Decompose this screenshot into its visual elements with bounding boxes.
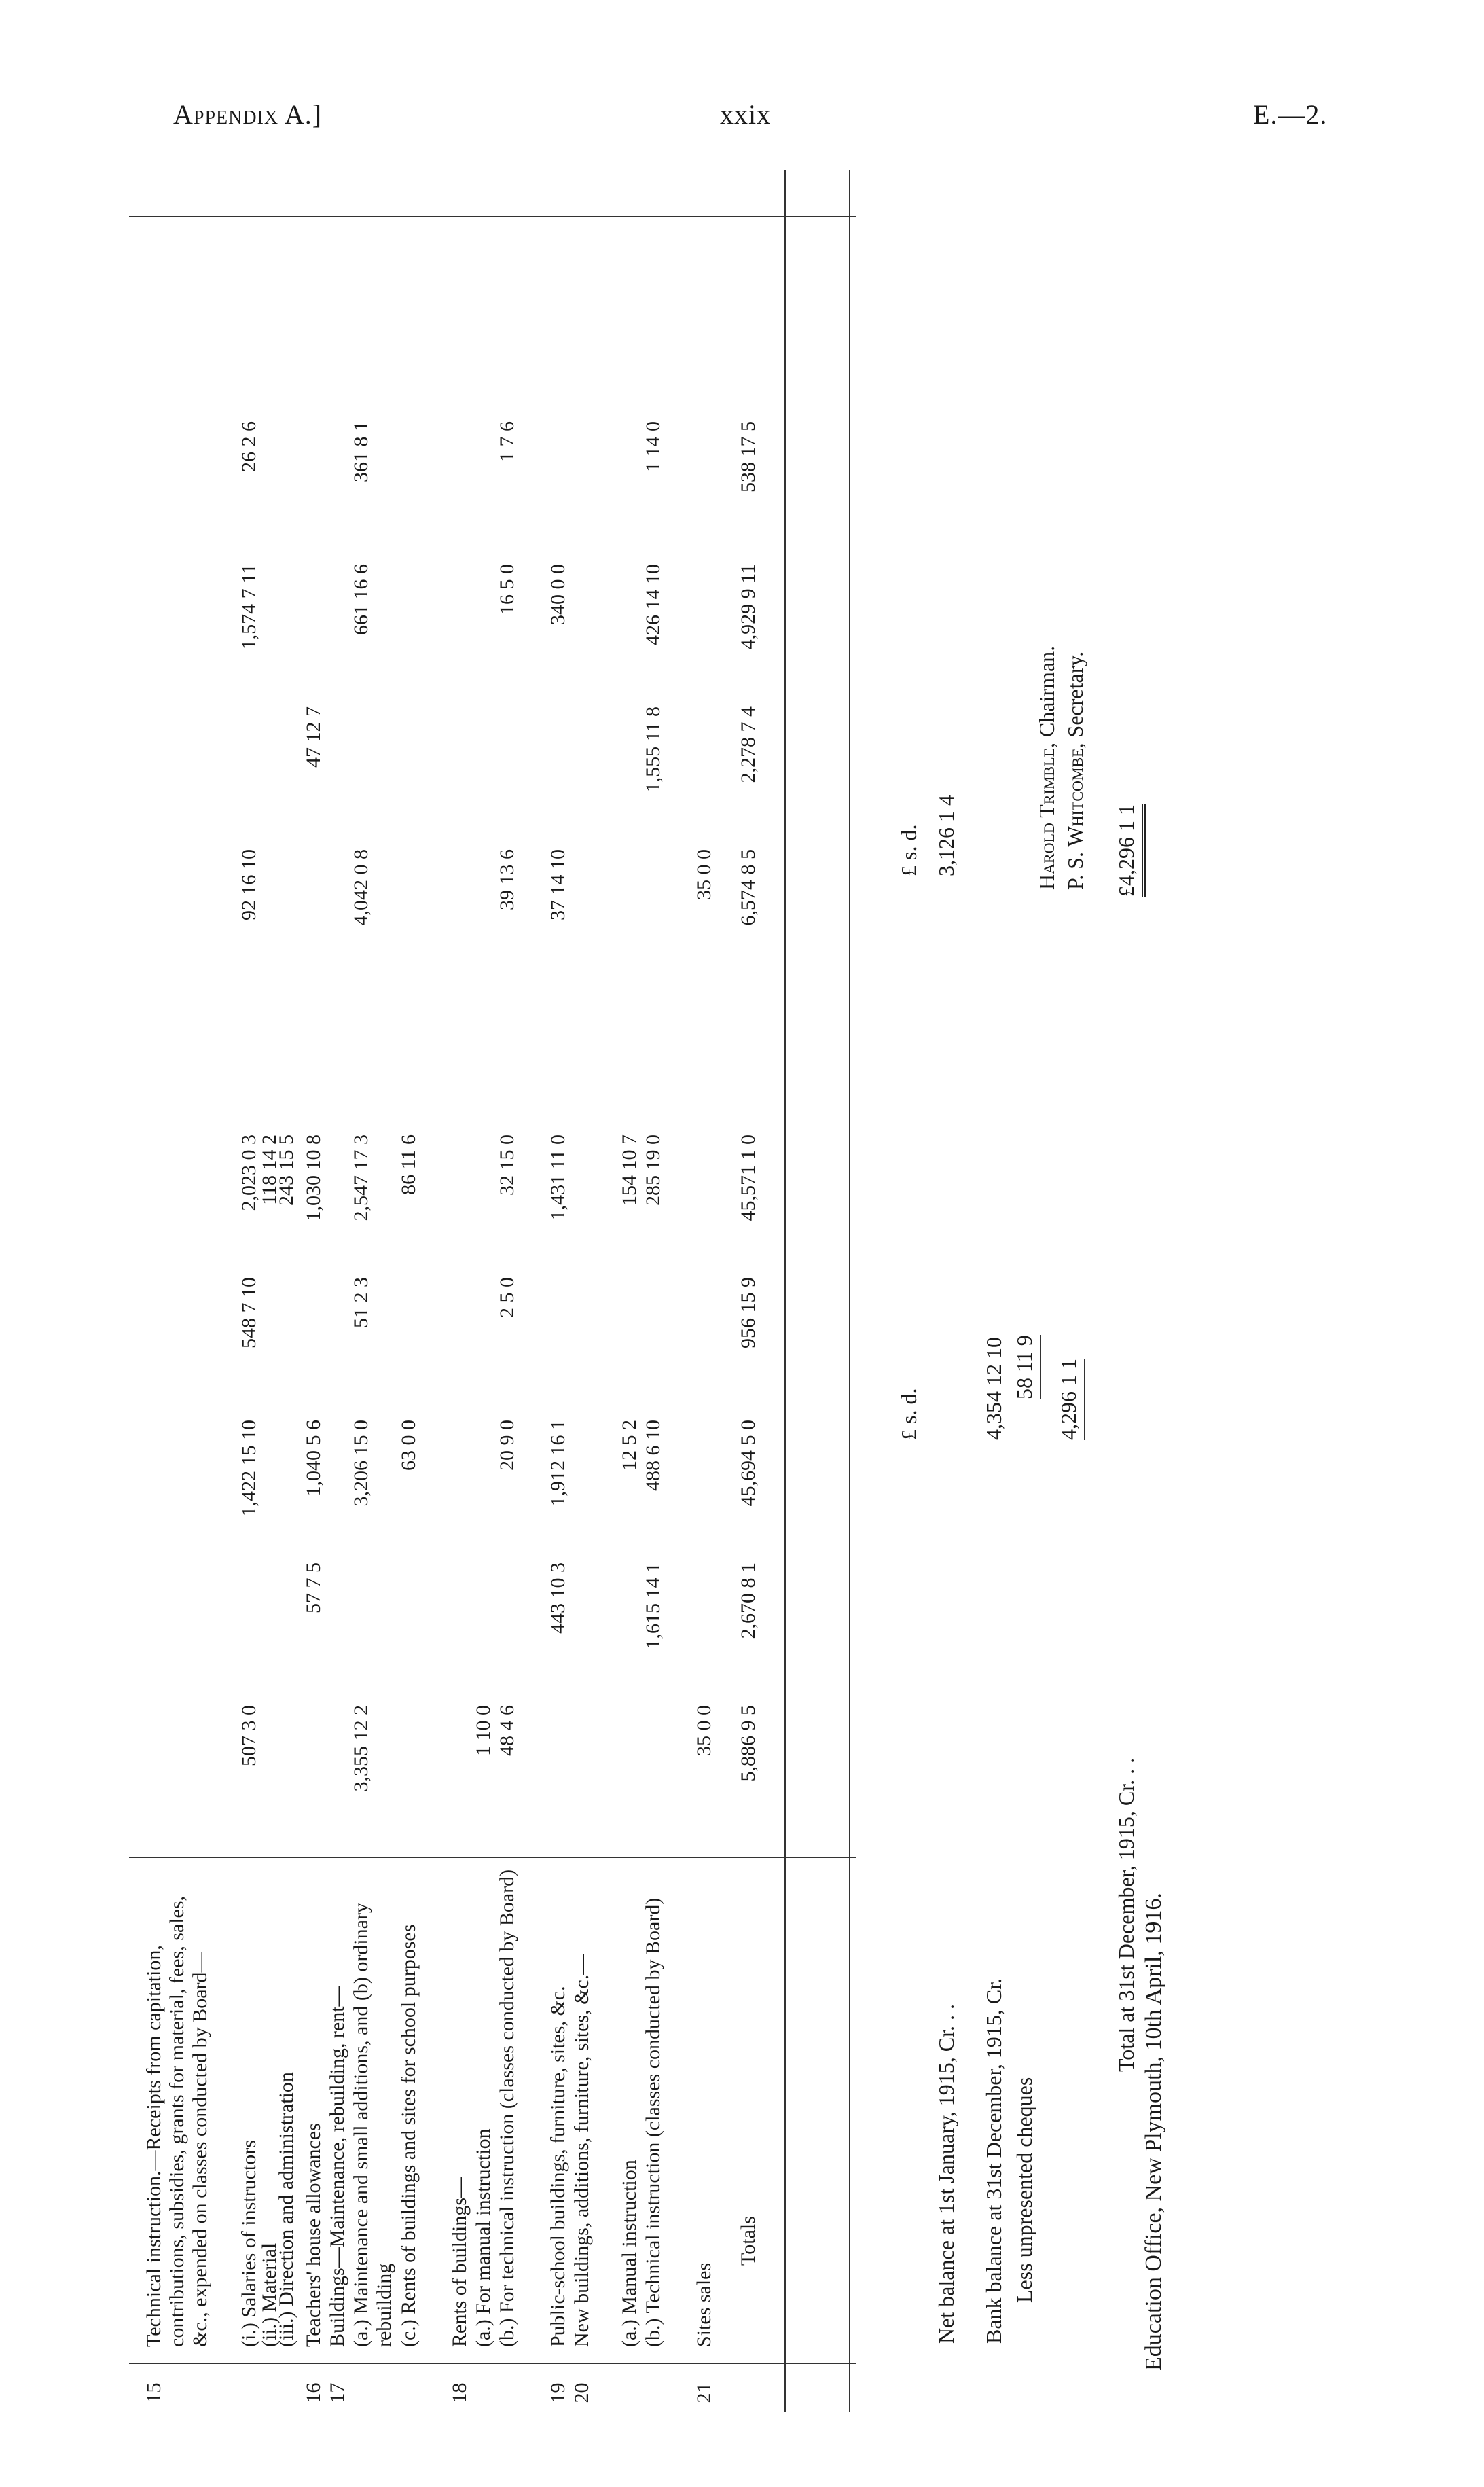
row-description: Totals <box>737 2216 759 2266</box>
amount-cell: 12 5 2 <box>618 1420 640 1471</box>
amount-cell: 1,912 16 1 <box>547 1420 569 1507</box>
money-header: £ s. d. <box>897 824 921 876</box>
chairman-name: Harold Trimble <box>1034 748 1059 890</box>
amount-cell: 1 14 0 <box>642 421 664 472</box>
amount-cell: 39 13 6 <box>496 849 518 910</box>
amount-cell: 57 7 5 <box>302 1562 325 1613</box>
header-left: Appendix A.] <box>173 99 323 130</box>
amount-cell: 26 2 6 <box>238 421 260 472</box>
amount-cell: 118 14 2 <box>258 1134 280 1205</box>
amount-cell: 3,206 15 0 <box>350 1420 372 1507</box>
row-description: (ii.) Material <box>258 2242 280 2347</box>
amount-cell: 2,023 0 3 <box>238 1134 260 1211</box>
amount-cell: 507 3 0 <box>238 1705 260 1766</box>
amount-cell: 47 12 7 <box>302 706 325 768</box>
amount-cell: 45,571 1 0 <box>737 1134 759 1221</box>
total-label: Total at 31st December, 1915, Cr. . . <box>1114 1757 1138 2072</box>
amount-cell: 548 7 10 <box>238 1277 260 1348</box>
amount-cell: 154 10 7 <box>618 1134 640 1206</box>
footer-place-date: Education Office, New Plymouth, 10th April, 1916. <box>1141 1893 1166 2371</box>
amount-cell: 35 0 0 <box>693 849 715 900</box>
table-bottom-rule <box>849 170 850 2412</box>
amount-cell: 1,030 10 8 <box>302 1134 325 1221</box>
amount-cell: 2,547 17 3 <box>350 1134 372 1221</box>
amount-cell: 1,422 15 10 <box>238 1420 260 1517</box>
unpresented-cheques-label: Less unpresented cheques <box>1012 2077 1036 2303</box>
amount-cell: 661 16 6 <box>350 564 372 635</box>
amount-cell: 285 19 0 <box>642 1134 664 1206</box>
row-number: 18 <box>448 2382 471 2403</box>
row-description: Teachers' house allowances <box>302 2123 325 2347</box>
row-number: 19 <box>547 2382 569 2403</box>
row-number: 20 <box>571 2382 593 2403</box>
amount-cell: 51 2 3 <box>350 1277 372 1328</box>
amount-cell: 361 8 1 <box>350 421 372 482</box>
signatures <box>1032 646 1089 890</box>
row-description: Technical instruction.—Receipts from capitation, contributions, subsidies, grants for material, fees, sales, &c., expended on classes conducted by Board— <box>143 1895 211 2347</box>
amount-cell: 488 6 10 <box>642 1420 664 1491</box>
row-description: (b.) For technical instruction (classes conducted by Board) <box>496 1869 518 2347</box>
money-header: £ s. d. <box>897 1388 921 1440</box>
row-number: 17 <box>326 2382 348 2403</box>
row-description: Public-school buildings, furniture, sites, &c. <box>547 1986 569 2347</box>
amount-cell: 1,615 14 1 <box>642 1562 664 1649</box>
amount-cell: 443 10 3 <box>547 1562 569 1634</box>
total-value: £4,296 1 1 <box>1114 804 1146 897</box>
amount-cell: 2,278 7 4 <box>737 706 759 783</box>
row-number: 16 <box>302 2382 325 2403</box>
amount-cell: 1,431 11 0 <box>547 1134 569 1221</box>
row-description: New buildings, additions, furniture, sites, &c.— <box>571 1954 593 2347</box>
row-description: (c.) Rents of buildings and sites for school purposes <box>397 1924 420 2347</box>
row-number: 15 <box>143 2382 165 2403</box>
amount-cell: 2 5 0 <box>496 1277 518 1318</box>
amount-cell: 4,929 9 11 <box>737 564 759 650</box>
amount-cell: 32 15 0 <box>496 1134 518 1196</box>
amount-cell: 243 15 5 <box>275 1134 297 1206</box>
amount-cell: 1,574 7 11 <box>238 564 260 650</box>
amount-cell: 1 10 0 <box>472 1705 494 1756</box>
amount-cell: 1 7 6 <box>496 421 518 462</box>
amount-cell: 16 5 0 <box>496 564 518 615</box>
amount-cell: 340 0 0 <box>547 564 569 625</box>
column-rule <box>129 216 856 217</box>
amount-cell: 956 15 9 <box>737 1277 759 1348</box>
row-description: (i.) Salaries of instructors <box>238 2140 260 2347</box>
net-balance-label: Net balance at 1st January, 1915, Cr. . . <box>934 2003 958 2344</box>
amount-cell: 426 14 10 <box>642 564 664 645</box>
amount-cell: 45,694 5 0 <box>737 1420 759 1507</box>
amount-cell: 6,574 8 5 <box>737 849 759 926</box>
rotated-page-body <box>129 170 1392 2412</box>
totals-rule <box>784 170 786 2412</box>
bank-subtotal: 4,296 1 1 <box>1056 1359 1085 1440</box>
amount-cell: 1,555 11 8 <box>642 706 664 793</box>
row-description: (b.) Technical instruction (classes conducted by Board) <box>642 1897 664 2347</box>
page-number: xxix <box>720 99 772 130</box>
amount-cell: 86 11 6 <box>397 1134 420 1195</box>
row-description: (a.) For manual instruction <box>472 2128 494 2347</box>
secretary-title: , Secretary. <box>1063 651 1087 749</box>
amount-cell: 5,886 9 5 <box>737 1705 759 1782</box>
amount-cell: 63 0 0 <box>397 1420 420 1471</box>
secretary-name: P. S. Whitcombe <box>1063 748 1087 890</box>
amount-cell: 48 4 6 <box>496 1705 518 1756</box>
amount-cell: 1,040 5 6 <box>302 1420 325 1497</box>
amount-cell: 20 9 0 <box>496 1420 518 1471</box>
net-balance-value: 3,126 1 4 <box>934 795 958 876</box>
amount-cell: 3,355 12 2 <box>350 1705 372 1792</box>
row-description: (iii.) Direction and administration <box>275 2072 297 2347</box>
column-rule <box>129 2363 856 2364</box>
accounts-table <box>129 170 849 2412</box>
row-description: (a.) Manual instruction <box>618 2160 640 2347</box>
amount-cell: 35 0 0 <box>693 1705 715 1756</box>
row-number: 21 <box>693 2382 715 2403</box>
amount-cell: 37 14 10 <box>547 849 569 920</box>
amount-cell: 4,042 0 8 <box>350 849 372 926</box>
amount-cell: 92 16 10 <box>238 849 260 920</box>
bank-balance-label: Bank balance at 31st December, 1915, Cr. <box>981 1978 1006 2344</box>
bank-balance-value: 4,354 12 10 <box>981 1337 1006 1440</box>
chairman-title: , Chairman. <box>1034 645 1059 749</box>
balance-statement <box>897 170 1182 2412</box>
amount-cell: 2,670 8 1 <box>737 1562 759 1639</box>
row-description: (a.) Maintenance and small additions, and (b) ordinary rebuilding <box>350 1903 395 2347</box>
row-description: Buildings—Maintenance, rebuilding, rent— <box>326 1986 348 2347</box>
row-description: Sites sales <box>693 2262 715 2347</box>
unpresented-cheques-value: 58 11 9 <box>1012 1335 1041 1399</box>
row-description: Rents of buildings— <box>448 2177 471 2347</box>
amount-cell: 538 17 5 <box>737 421 759 493</box>
header-right: E.—2. <box>1253 99 1328 130</box>
